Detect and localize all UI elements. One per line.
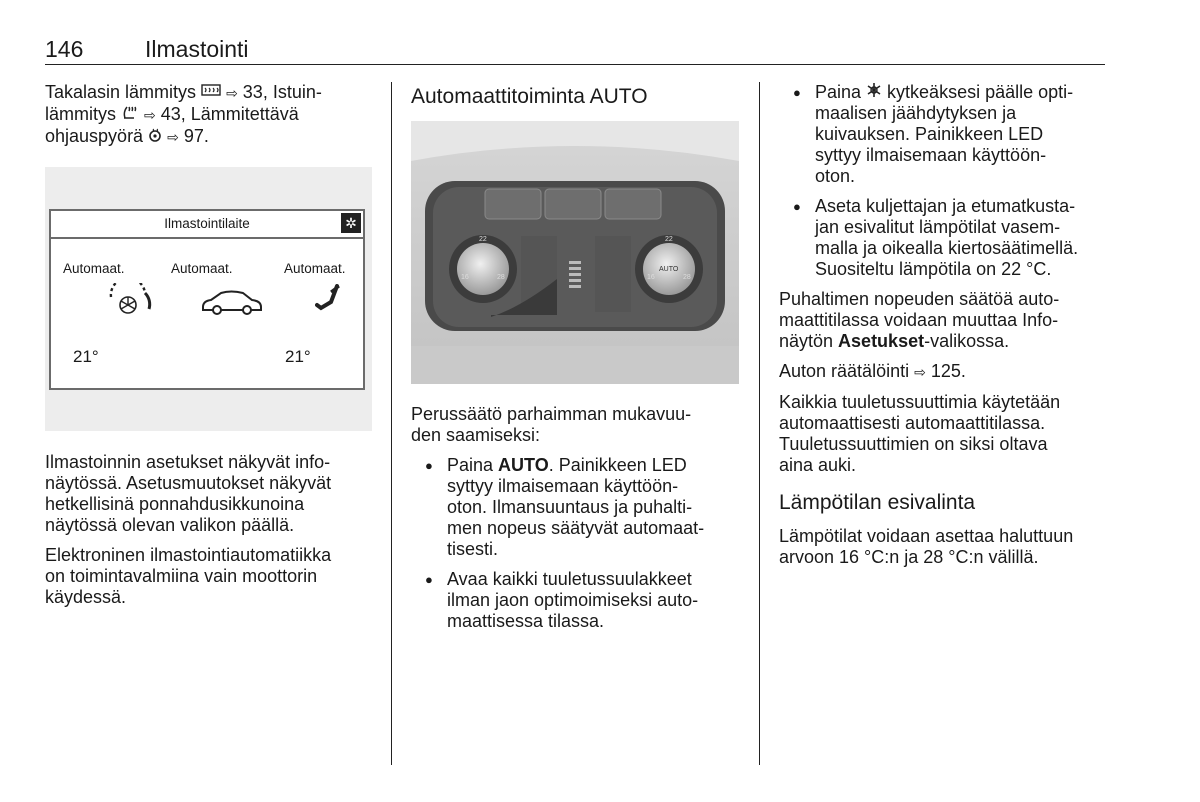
page-ref-arrow: ⇨ <box>226 85 238 101</box>
dial-right-min: 16 <box>647 274 655 281</box>
distribution-auto-label: Automaat. <box>171 261 233 276</box>
climate-screen-figure <box>45 167 372 431</box>
seat-icon <box>315 284 345 321</box>
body-paragraph: Elektroninen ilmastointiautomatiikka on toimintavalmiina vain moottorin käydessä. <box>45 545 332 607</box>
intro-paragraph: Takalasin lämmitys ⇨ 33, Istuin- lämmitys ⇨ 43, Lämmitettävä ohjauspyörä ⇨ 97. <box>45 82 322 146</box>
page-ref-arrow: ⇨ <box>914 364 926 380</box>
column-left-lower <box>45 452 365 617</box>
climate-control-panel-photo <box>411 121 739 384</box>
dial-left-min: 16 <box>461 274 469 281</box>
body-paragraph: Kaikkia tuuletussuuttimia käytetään automaattisesti automaattitilassa. Tuuletussuuttimien on siksi oltava aina auki. <box>779 392 1061 475</box>
body-paragraph: Perussäätö parhaimman mukavuu- den saamiseksi: <box>411 404 692 445</box>
list-item: ● Avaa kaikki tuuletussuulakkeet ilman jaon optimoimiseksi auto- maattisessa tilassa. <box>411 569 741 632</box>
page-ref-arrow: ⇨ <box>144 107 156 123</box>
screen-title: Ilmastointilaite <box>51 211 363 239</box>
list-item: ● Aseta kuljettajan ja etumatkusta- jan esivalitut lämpötilat vasem- malla ja oikealla kiertosäätimellä. Suositeltu lämpötila on 22 °C. <box>779 196 1109 280</box>
fan-icon <box>107 283 153 320</box>
column-right <box>779 82 1109 577</box>
temp-left: 21° <box>73 347 99 366</box>
list-item: ● Paina AUTO. Painikkeen LED syttyy ilmaisemaan käyttöön- oton. Ilmansuuntaus ja puhalti- men nopeus säätyvät automaat- tisesti. <box>411 455 741 560</box>
column-divider <box>391 82 392 765</box>
heated-steering-wheel-icon <box>148 126 162 146</box>
auto-dial-label: AUTO <box>659 266 679 273</box>
body-paragraph: Ilmastoinnin asetukset näkyvät info- näytössä. Asetusmuutokset näkyvät hetkellisinä ponnahdusikkunoina näytössä olevan valikon päällä. <box>45 452 332 535</box>
temp-right: 21° <box>285 347 311 366</box>
seat-auto-label: Automaat. <box>284 261 346 276</box>
column-left <box>45 82 365 157</box>
section-heading: Automaattitoiminta AUTO <box>411 85 648 108</box>
body-paragraph: Auton räätälöinti ⇨ 125. <box>779 361 966 381</box>
page-ref-arrow: ⇨ <box>167 129 179 145</box>
dial-right-mid: 22 <box>665 236 673 243</box>
dial-left-max: 28 <box>497 274 505 281</box>
column-middle-lower <box>411 404 741 641</box>
section-heading: Lämpötilan esivalinta <box>779 491 976 514</box>
column-divider <box>759 82 760 765</box>
rear-window-heating-icon <box>201 82 221 102</box>
body-paragraph: Lämpötilat voidaan asettaa haluttuun arvoon 16 °C:n ja 28 °C:n välillä. <box>779 526 1074 567</box>
settings-icon: ✲ <box>341 213 361 233</box>
fan-auto-label: Automaat. <box>63 261 125 276</box>
bullet-list <box>779 82 1109 280</box>
list-item: ● Paina kytkeäksesi päälle opti- maalisen jäähdytyksen ja kuivauksen. Painikkeen LED syttyy ilmaisemaan käyttöön- oton. <box>779 82 1109 187</box>
page-header <box>45 34 1105 65</box>
car-icon <box>201 289 263 320</box>
page-number: 146 <box>45 36 84 62</box>
column-middle <box>411 82 741 110</box>
info-display-screen <box>49 209 365 390</box>
dial-left-mid: 22 <box>479 236 487 243</box>
bullet-list <box>411 455 741 632</box>
dial-right-max: 28 <box>683 274 691 281</box>
seat-heating-icon <box>121 104 139 124</box>
ac-snowflake-icon <box>866 82 882 102</box>
page-title: Ilmastointi <box>145 36 249 62</box>
body-paragraph: Puhaltimen nopeuden säätöä auto- maattitilassa voidaan muuttaa Info- näytön Asetukset-valikossa. <box>779 289 1060 351</box>
